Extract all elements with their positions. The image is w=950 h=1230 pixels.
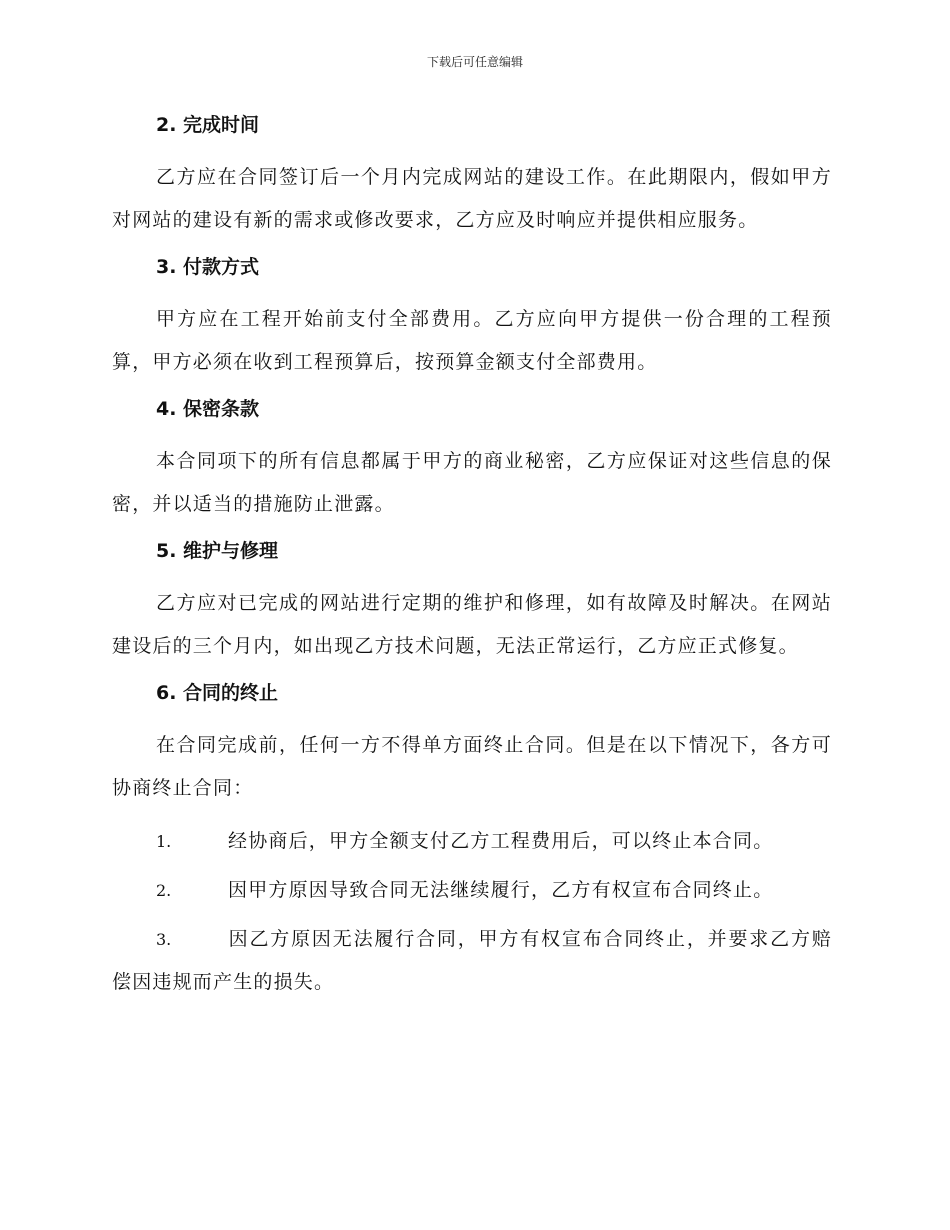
section-heading-payment: 3. 付款方式	[156, 256, 260, 278]
paragraph-completion-time: 乙方应在合同签订后一个月内完成网站的建设工作。在此期限内，假如甲方对网站的建设有新的需求或修改要求，乙方应及时响应并提供相应服务。	[112, 166, 832, 231]
paragraph-confidentiality: 本合同项下的所有信息都属于甲方的商业秘密，乙方应保证对这些信息的保密，并以适当的措施防止泄露。	[112, 450, 832, 515]
section-heading-maintenance: 5. 维护与修理	[156, 540, 279, 562]
section-heading-termination: 6. 合同的终止	[156, 682, 279, 704]
list-item	[112, 869, 832, 912]
list-item	[112, 820, 832, 863]
section-heading-confidentiality: 4. 保密条款	[156, 398, 260, 420]
page-header: 下载后可任意编辑	[426, 55, 523, 69]
paragraph-maintenance: 乙方应对已完成的网站进行定期的维护和修理，如有故障及时解决。在网站建设后的三个月内，如出现乙方技术问题，无法正常运行，乙方应正式修复。	[112, 592, 832, 657]
list-item-text: 经协商后，甲方全额支付乙方工程费用后，可以终止本合同。	[228, 830, 774, 852]
list-item-number: 2.	[156, 881, 172, 900]
document-body	[112, 110, 832, 1010]
list-item-number: 3.	[156, 930, 172, 949]
list-item-text: 因乙方原因无法履行合同，甲方有权宣布合同终止，并要求乙方赔偿因违规而产生的损失。	[112, 928, 832, 993]
paragraph-termination: 在合同完成前，任何一方不得单方面终止合同。但是在以下情况下，各方可协商终止合同：	[112, 734, 832, 799]
paragraph-payment: 甲方应在工程开始前支付全部费用。乙方应向甲方提供一份合理的工程预算，甲方必须在收到工程预算后，按预算金额支付全部费用。	[112, 308, 832, 373]
list-item-text: 因甲方原因导致合同无法继续履行，乙方有权宣布合同终止。	[228, 879, 774, 901]
list-item	[112, 918, 832, 1004]
list-item-number: 1.	[156, 832, 172, 851]
section-heading-completion-time: 2. 完成时间	[156, 114, 260, 136]
